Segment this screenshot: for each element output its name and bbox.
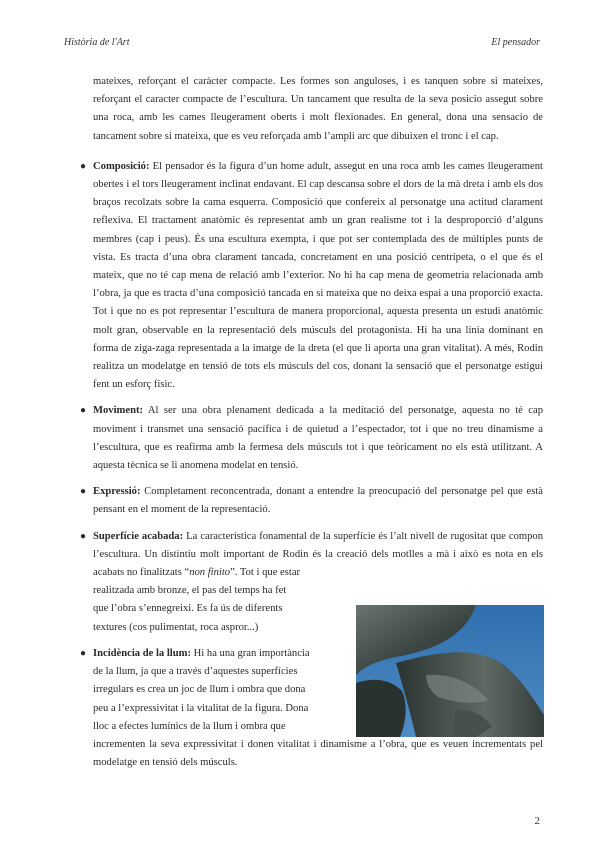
text-llum-wrap-2: de la llum, ja que a través d’aquestes superfícies bbox=[93, 666, 298, 678]
list-item-expressio bbox=[80, 483, 543, 519]
text-superficie-wrap-2: que l’obra s’ennegreixi. Es fa ús de diferents bbox=[93, 603, 283, 615]
term-composicio: Composició: bbox=[93, 160, 150, 172]
list-item-composicio bbox=[80, 158, 543, 395]
intro-paragraph: mateixes, reforçant el caràcter compacte. Les formes son anguloses, i es tanquen sobre si mateixes, reforçant el caracter compacte de l’escultura. Un tancament que resulta de la seva posicio assegut sobre una roca, amb les cames lleugerament oberts i molt flexionades. En general, dona una sensacio de tancament sobre si mateixa, que es veu reforçada amb l’ampli arc que dibuixen el tronc i el cap. bbox=[93, 76, 543, 142]
header-work-title: El pensador bbox=[491, 37, 540, 48]
text-superficie-wrap-1: realitzada amb bronze, el pas del temps ha fet bbox=[93, 585, 287, 597]
text-non-finito: non finito bbox=[189, 567, 231, 579]
text-superficie-a: La característica fonamental de la superfície és l’alt nivell de rugositat que compon l’escultura. Un distintiu molt important de Rodin és la creació dels motlles a mà i això es nota en els acabats no finalitzats “ bbox=[93, 530, 543, 579]
text-superficie-wrap-3: textures (cos pulimentat, roca aspror...) bbox=[93, 621, 259, 633]
text-llum-wrap-3: irregulars es crea un joc de llum i ombra que dona bbox=[93, 684, 306, 696]
text-llum-wrap-1: Hi ha una gran importància bbox=[191, 647, 310, 659]
term-moviment: Moviment: bbox=[93, 405, 144, 417]
text-moviment: Al ser una obra plenament dedicada a la meditació del personatge, aquesta no té cap moviment i transmet una sensació pacífica i de quietud a l’espectador, tot i que no treu dinamisme a l’escultura, que es reafirma amb la fermesa dels músculs tot i que teòricament no els està utilitzant. A aquesta tècnica se li anomena modelat en tensió. bbox=[93, 405, 543, 472]
term-llum: Incidència de la llum: bbox=[93, 647, 191, 659]
text-llum-wrap-5: lloc a efectes lumínics de la llum i ombra que bbox=[93, 720, 286, 732]
term-expressio: Expressió: bbox=[93, 486, 141, 498]
term-superficie: Superfície acabada: bbox=[93, 530, 184, 542]
header-course-title: Història de l'Art bbox=[64, 37, 130, 48]
text-superficie-b: ”. Tot i que estar bbox=[230, 567, 301, 579]
text-composicio: El pensador és la figura d’un home adult, assegut en una roca amb les cames lleugerament obertes i el tors lleugerament inclinat endavant. El cap descansa sobre el dors de la mà dreta i amb els dos braços recolzats sobre la cama esquerra. Composició que confereix al personatge una actitud clarament reflexiva. El tractament anatòmic és representat amb un gran realisme tot i la desproporció d’alguns membres (cap i peus). És una escultura exempta, i que pot ser contemplada des de múltiples punts de vista. Es tracta d’una obra clarament tancada, concretament en una posició centrípeta, o el que és el mateix, que no té cap mena de relació amb l’exterior. No hi ha cap mena de geometria relacionada amb l’obra, ja que es tracta d’una composició tancada en si mateixa que no deixa espai a una proporció exacta. Tot i que no es pot representar l’escultura de manera proporcional, aquesta presenta un estudi anatòmic molt gran, observable en la representació dels músculs del protagonista. Hi ha una línia dominant en forma de ziga-zaga representada a la imatge de la dreta (el que li aporta una gran vitalitat). A més, Rodin realitza un modelatge en tensió de tots els músculs del cos, donant la sensació que el personatge estigui fent un esforç físic. bbox=[93, 160, 543, 391]
text-llum-wrap-4: peu a l’expressivitat i la vitalitat de la figura. Dona bbox=[93, 702, 309, 714]
list-item-moviment bbox=[80, 402, 543, 475]
sculpture-detail-image bbox=[356, 605, 544, 737]
bullet-icon: ● bbox=[80, 486, 87, 498]
bullet-icon: ● bbox=[80, 405, 87, 417]
page-number: 2 bbox=[534, 815, 540, 827]
bullet-icon: ● bbox=[80, 530, 87, 542]
bronze-sculpture-illustration bbox=[356, 605, 544, 737]
bullet-icon: ● bbox=[80, 160, 87, 172]
text-expressio: Completament reconcentrada, donant a entendre la preocupació del personatge pel que està pensant en el moment de la representació. bbox=[93, 486, 543, 516]
text-llum-rest: incrementen la seva expressivitat i donen vitalitat i dinamisme a l’obra, que es veuen incrementats pel modelatge en tensió dels músculs. bbox=[93, 738, 543, 769]
bullet-icon: ● bbox=[80, 647, 87, 659]
